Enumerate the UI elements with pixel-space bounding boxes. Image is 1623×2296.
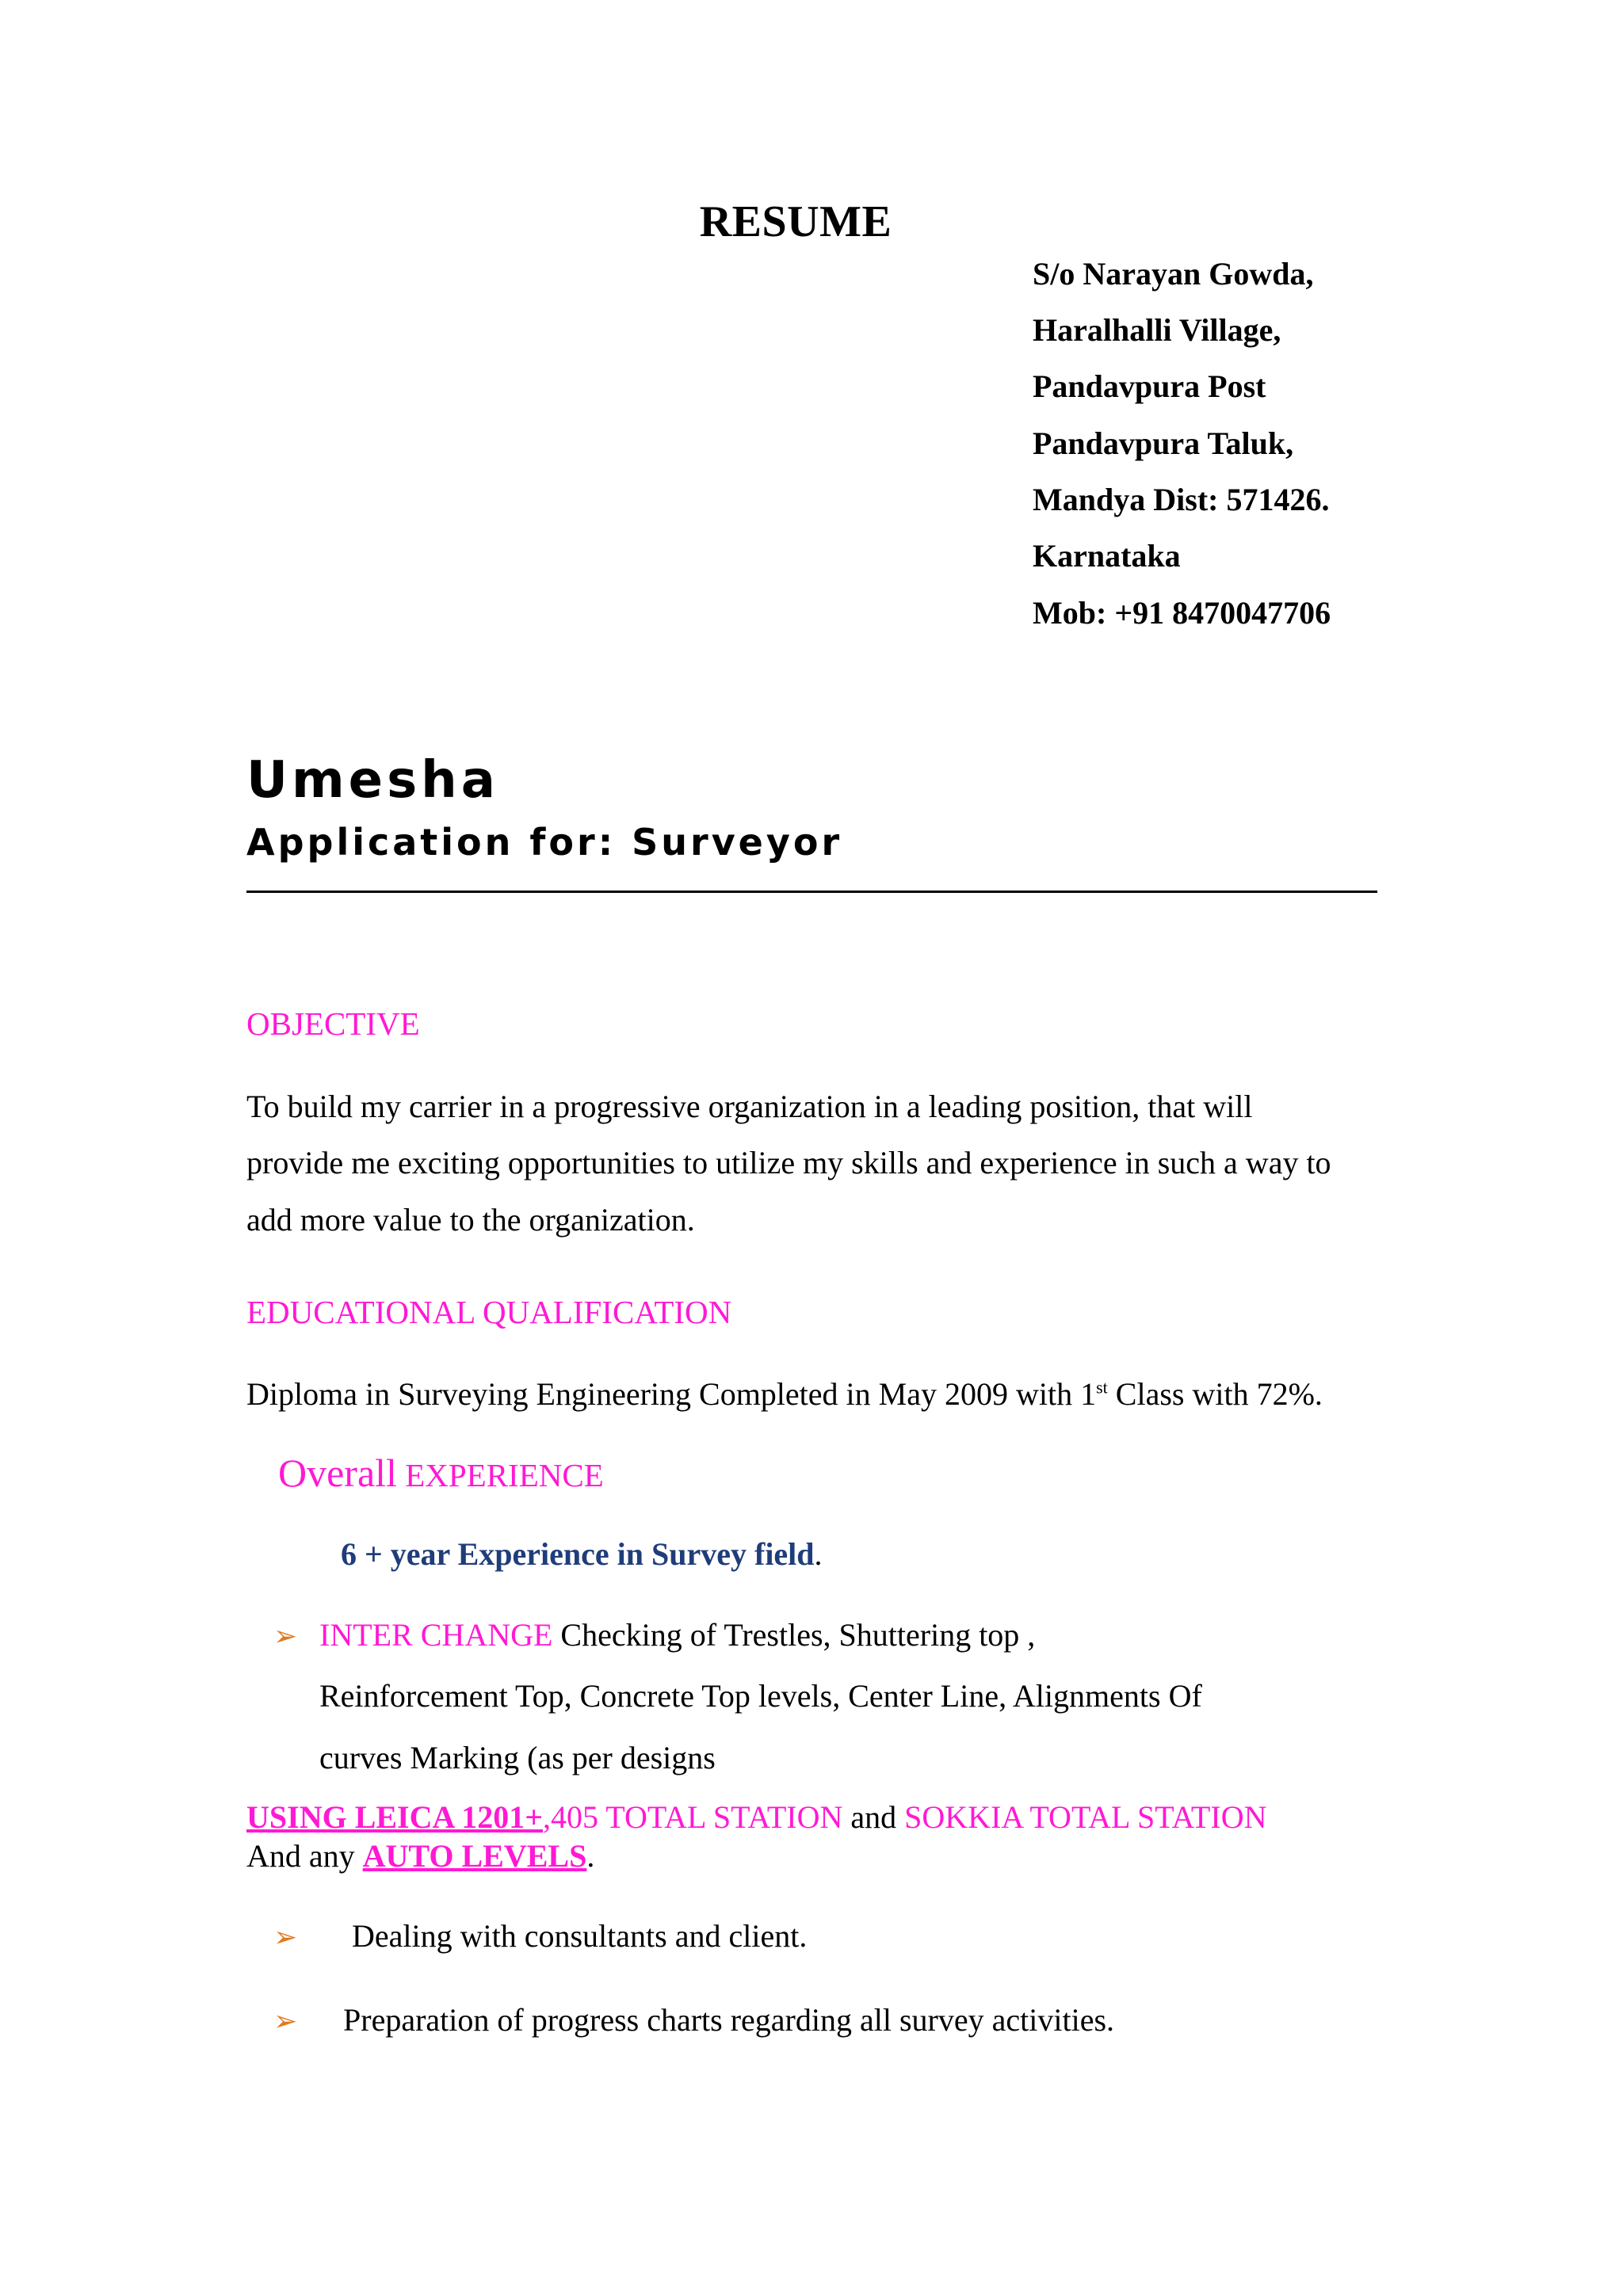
bullet-arrow-icon: ➢ — [273, 1620, 298, 1652]
bullet-text: INTER CHANGE Checking of Trestles, Shuttering top , — [319, 1617, 1036, 1653]
education-text: Diploma in Surveying Engineering Completed in May 2009 with 1st Class with 72%. — [246, 1376, 1323, 1412]
address-line: Karnataka — [1033, 538, 1181, 574]
page-title: RESUME — [699, 197, 892, 246]
address-line: S/o Narayan Gowda, — [1033, 256, 1314, 292]
bullet-text: Reinforcement Top, Concrete Top levels, Center Line, Alignments Of — [319, 1678, 1202, 1714]
objective-line: To build my carrier in a progressive organization in a leading position, that will — [246, 1089, 1253, 1124]
experience-heading: Overall EXPERIENCE — [278, 1451, 604, 1495]
address-line: Haralhalli Village, — [1033, 312, 1281, 348]
experience-summary: 6 + year Experience in Survey field. — [341, 1536, 823, 1572]
application-title: Application for: Surveyor — [246, 821, 843, 864]
address-line: Mandya Dist: 571426. — [1033, 482, 1330, 517]
address-line: Pandavpura Taluk, — [1033, 425, 1294, 461]
objective-heading: OBJECTIVE — [246, 1005, 420, 1042]
tools-line: And any AUTO LEVELS. — [246, 1838, 595, 1874]
objective-line: add more value to the organization. — [246, 1202, 695, 1238]
phone-number: Mob: +91 8470047706 — [1033, 595, 1331, 631]
divider — [246, 891, 1377, 893]
bullet-text: Dealing with consultants and client. — [352, 1918, 808, 1954]
education-heading: EDUCATIONAL QUALIFICATION — [246, 1294, 732, 1330]
candidate-name: Umesha — [246, 751, 499, 810]
bullet-arrow-icon: ➢ — [273, 1921, 298, 1953]
objective-line: provide me exciting opportunities to utilize my skills and experience in such a way to — [246, 1145, 1331, 1180]
address-line: Pandavpura Post — [1033, 368, 1266, 404]
tools-line: USING LEICA 1201+,405 TOTAL STATION and SOKKIA TOTAL STATION — [246, 1799, 1267, 1835]
bullet-text: curves Marking (as per designs — [319, 1740, 716, 1775]
bullet-arrow-icon: ➢ — [273, 2005, 298, 2037]
bullet-text: Preparation of progress charts regarding all survey activities. — [343, 2002, 1115, 2038]
